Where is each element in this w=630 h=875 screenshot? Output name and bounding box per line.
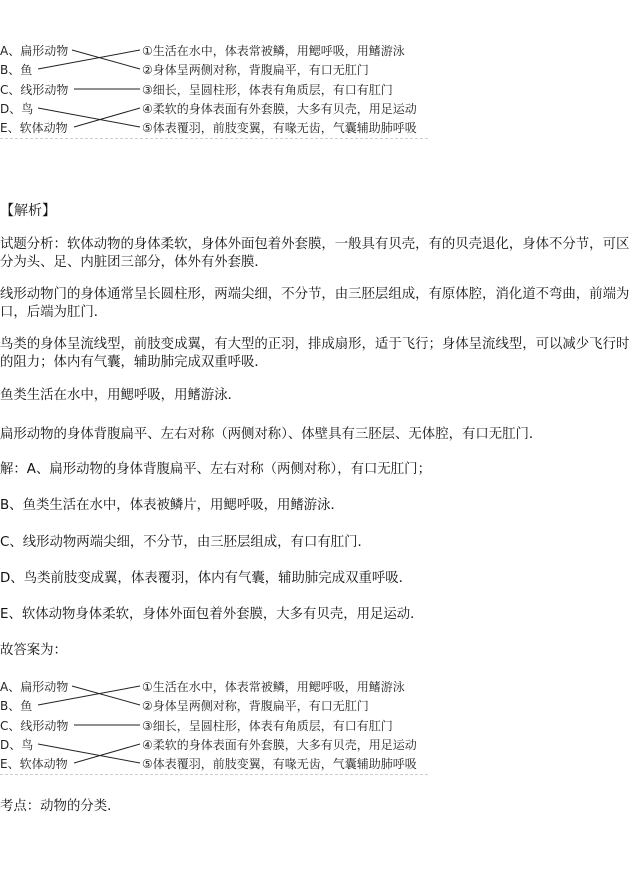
divider (0, 138, 428, 139)
right-item: ②身体呈两侧对称，背腹扁平，有口无肛门 (142, 699, 369, 713)
knowledge-point: 考点：动物的分类． (0, 799, 121, 814)
right-item: ④柔软的身体表面有外套膜，大多有贝壳，用足运动 (142, 102, 417, 116)
answer-intro: 故答案为： (0, 643, 67, 658)
right-item: ②身体呈两侧对称，背腹扁平，有口无肛门 (142, 63, 369, 77)
connector-line (74, 108, 140, 127)
right-item: ①生活在水中，体表常被鳞，用鳃呼吸，用鳍游泳 (142, 44, 405, 58)
divider (0, 774, 428, 775)
left-item: D、鸟 (0, 102, 34, 116)
solution-line: C、线形动物两端尖细，不分节，由三胚层组成，有口有肛门． (0, 535, 371, 550)
left-item: A、扁形动物 (0, 44, 69, 58)
right-item: ①生活在水中，体表常被鳞，用鳃呼吸，用鳍游泳 (142, 680, 405, 694)
left-item: B、鱼 (0, 63, 33, 77)
right-item: ③细长，呈圆柱形，体表有角质层，有口有肛门 (142, 83, 393, 97)
left-item: E、软体动物 (0, 121, 68, 135)
left-item: D、鸟 (0, 738, 34, 752)
right-item: ⑤体表覆羽，前肢变翼，有喙无齿，气囊辅助肺呼吸 (142, 121, 417, 135)
left-item: E、软体动物 (0, 757, 68, 771)
matching-diagram-answer (0, 672, 440, 771)
analysis-paragraph: 鱼类生活在水中，用鳃呼吸，用鳍游泳． (0, 388, 242, 403)
right-item: ③细长，呈圆柱形，体表有角质层，有口有肛门 (142, 719, 393, 733)
analysis-paragraph: 线形动物门的身体通常呈长圆柱形，两端尖细，不分节，由三胚层组成，有原体腔，消化道不弯曲，前端为口，后端为肛门． (0, 287, 630, 320)
right-item: ⑤体表覆羽，前肢变翼，有喙无齿，气囊辅助肺呼吸 (142, 757, 417, 771)
left-item: B、鱼 (0, 699, 33, 713)
analysis-paragraph: 鸟类的身体呈流线型，前肢变成翼，有大型的正羽，排成扇形，适于飞行；身体呈流线型，可以减少飞行时的阻力；体内有气囊，辅助肺完成双重呼吸． (0, 337, 630, 370)
matching-diagram-top (0, 36, 440, 135)
connector-line (72, 686, 140, 705)
left-item: C、线形动物 (0, 719, 69, 733)
left-item: A、扁形动物 (0, 680, 69, 694)
solution-line: E、软体动物身体柔软，身体外面包着外套膜，大多有贝壳，用足运动． (0, 607, 424, 622)
right-item: ④柔软的身体表面有外套膜，大多有贝壳，用足运动 (142, 738, 417, 752)
analysis-paragraph: 试题分析：软体动物的身体柔软，身体外面包着外套膜，一般具有贝壳，有的贝壳退化，身体不分节，可区分为头、足、内脏团三部分，体外有外套膜． (0, 237, 630, 270)
connector-line (72, 50, 140, 69)
left-item: C、线形动物 (0, 83, 69, 97)
analysis-paragraph: 扁形动物的身体背腹扁平、左右对称（两侧对称）、体壁具有三胚层、无体腔，有口无肛门． (0, 427, 543, 442)
analysis-heading: 【解析】 (0, 203, 56, 219)
solution-line: D、鸟类前肢变成翼，体表覆羽，体内有气囊，辅助肺完成双重呼吸． (0, 571, 413, 586)
solution-line: B、鱼类生活在水中，体表被鳞片，用鳃呼吸，用鳍游泳． (0, 498, 344, 513)
connector-line (74, 744, 140, 763)
solution-line: 解：A、扁形动物的身体背腹扁平、左右对称（两侧对称），有口无肛门； (0, 462, 431, 477)
